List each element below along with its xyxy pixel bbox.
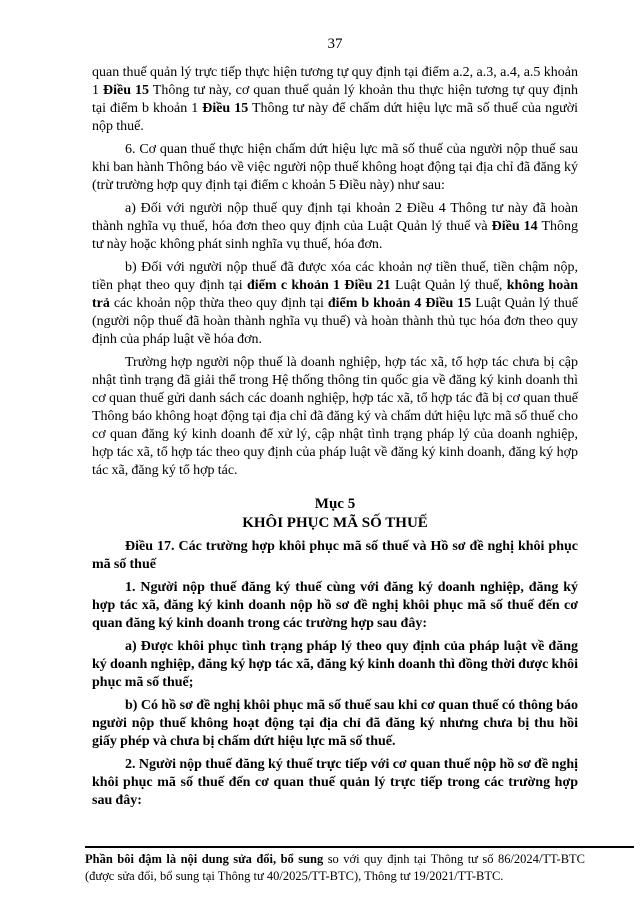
footnote-text: Phần bôi đậm là nội dung sửa đổi, bổ sung so với quy định tại Thông tư số 86/2024/TT-BTC (được sửa đổi, bổ sung tại Thông tư 40/2025/TT-BTC), Thông tư 19/2021/TT-BTC. [85,852,586,883]
paragraph-dissolution-note: Trường hợp người nộp thuế là doanh nghiệp, hợp tác xã, tổ hợp tác chưa bị cập nhật tình trạng đã giải thể trong Hệ thống thông tin quốc gia về đăng ký kinh doanh thì cơ quan thuế gửi danh sách các doanh nghiệp, hợp tác xã, tổ hợp tác đã bị cơ quan thuế Thông báo không hoạt động tại địa chỉ đã đăng ký và chấm dứt hiệu lực mã số thuế cho cơ quan đăng ký kinh doanh để xử lý, cập nhật tình trạng pháp lý của doanh nghiệp, hợp tác xã, tổ hợp tác theo quy định của pháp luật về đăng ký kinh doanh, đăng ký hợp tác xã, đăng ký tổ hợp tác. [92,355,578,478]
document-body [92,36,578,810]
paragraph-article17-clause-1: 1. Người nộp thuế đăng ký thuế cùng với đăng ký doanh nghiệp, đăng ký hợp tác xã, đăng ký kinh doanh nộp hồ sơ đề nghị khôi phục mã số thuế đến cơ quan đăng ký kinh doanh trong các trường hợp sau đây: [92,580,578,631]
article-17-heading: Điều 17. Các trường hợp khôi phục mã số thuế và Hồ sơ đề nghị khôi phục mã số thuế [92,539,578,572]
footnote [85,846,634,884]
paragraph-continuation: quan thuế quản lý trực tiếp thực hiện tương tự quy định tại điểm a.2, a.3, a.4, a.5 khoản 1 Điều 15 Thông tư này, cơ quan thuế quản lý khoản thu thực hiện tương tự quy định tại điểm b khoản 1 Điều 15 Thông tư này để chấm dứt hiệu lực mã số thuế của người nộp thuế. [92,65,579,134]
paragraph-article17-clause-1-point-b: b) Có hồ sơ đề nghị khôi phục mã số thuế sau khi cơ quan thuế có thông báo người nộp thuế không hoạt động tại địa chỉ đã đăng ký nhưng chưa bị thu hồi giấy phép và chưa bị chấm dứt hiệu lực mã số thuế. [92,698,578,749]
paragraph-article17-clause-2: 2. Người nộp thuế đăng ký thuế trực tiếp với cơ quan thuế nộp hồ sơ đề nghị khôi phục mã số thuế đến cơ quan thuế quản lý trực tiếp trong các trường hợp sau đây: [92,757,578,808]
paragraph-article17-clause-1-point-a: a) Được khôi phục tình trạng pháp lý theo quy định của pháp luật về đăng ký doanh nghiệp, đăng ký hợp tác xã, đăng ký kinh doanh thì đồng thời được khôi phục mã số thuế; [92,639,578,690]
paragraph-clause-6-point-b: b) Đối với người nộp thuế đã được xóa các khoản nợ tiền thuế, tiền chậm nộp, tiền phạt theo quy định tại điểm c khoản 1 Điều 21 Luật Quản lý thuế, không hoàn trả các khoản nộp thừa theo quy định tại điểm b khoản 4 Điều 15 Luật Quản lý thuế (người nộp thuế đã hoàn thành nghĩa vụ thuế) và hoàn thành thủ tục hóa đơn theo quy định của pháp luật về hóa đơn. [92,260,578,347]
paragraph-clause-6: 6. Cơ quan thuế thực hiện chấm dứt hiệu lực mã số thuế của người nộp thuế sau khi ban hành Thông báo về việc người nộp thuế không hoạt động tại địa chỉ đã đăng ký (trừ trường hợp quy định tại điểm c khoản 5 Điều này) như sau: [92,142,578,193]
page-number: 37 [327,36,343,52]
paragraph-clause-6-point-a: a) Đối với người nộp thuế quy định tại khoản 2 Điều 4 Thông tư này đã hoàn thành nghĩa vụ thuế, hóa đơn theo quy định của Luật Quản lý thuế và Điều 14 Thông tư này hoặc không phát sinh nghĩa vụ thuế, hóa đơn. [92,201,578,252]
section-title: KHÔI PHỤC MÃ SỐ THUẾ [242,515,428,531]
section-number: Mục 5 [314,496,356,512]
section-heading [92,495,578,533]
